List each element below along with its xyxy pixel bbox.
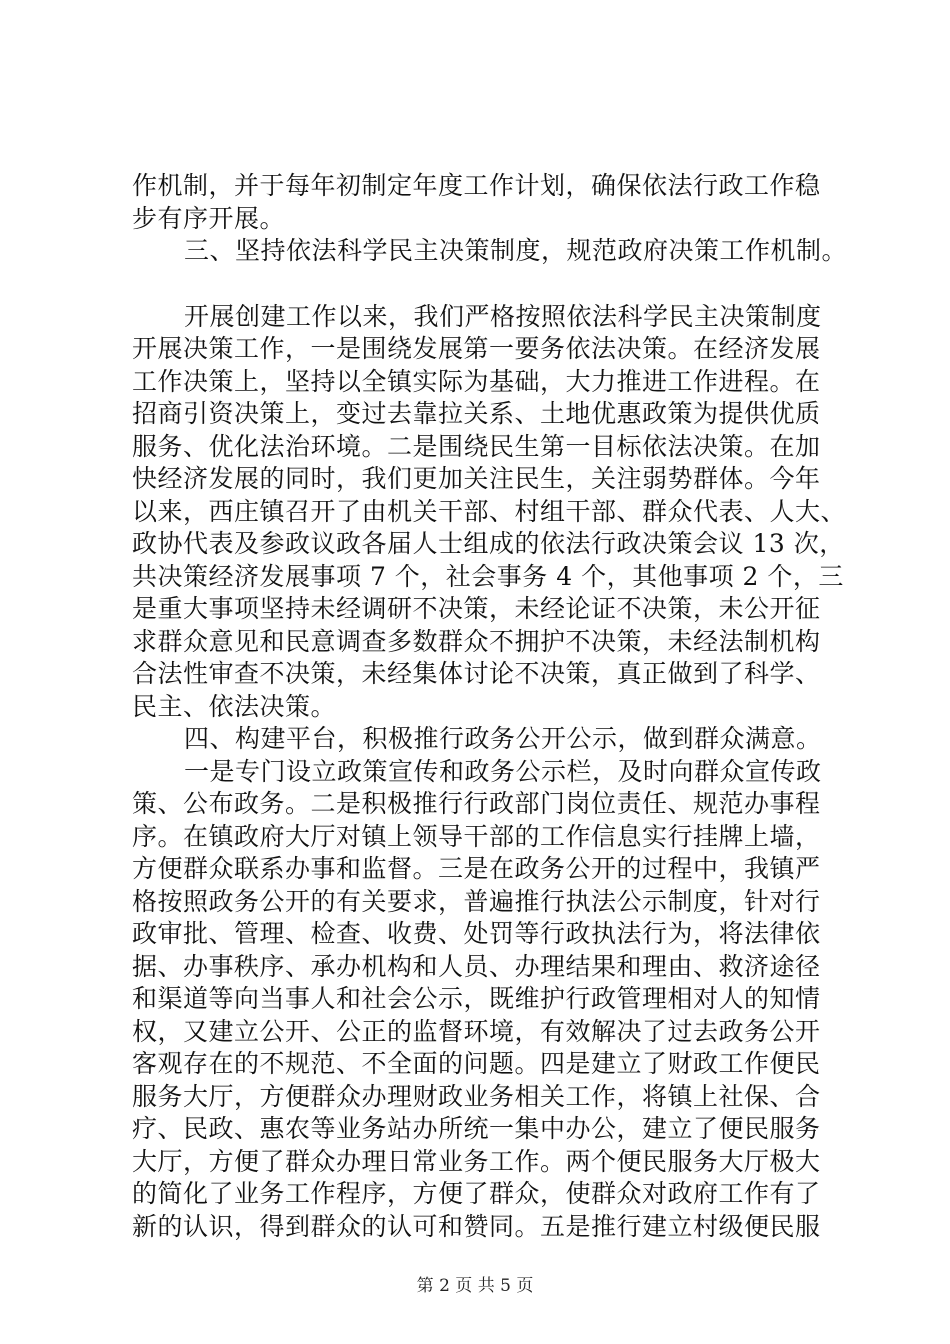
text-line: 疗、民政、惠农等业务站办所统一集中办公，建立了便民服务	[132, 1114, 821, 1143]
text-line: 一是专门设立政策宣传和政务公示栏，及时向群众宣传政	[184, 756, 822, 786]
blank-line	[132, 268, 832, 301]
text-line: 序。在镇政府大厅对镇上领导干部的工作信息实行挂牌上墙，	[132, 821, 821, 851]
text-line: 大厅，方便了群众办理日常业务工作。两个便民服务大厅极大	[132, 1146, 821, 1176]
section-heading-3: 三、坚持依法科学民主决策制度，规范政府决策工作机制。	[184, 236, 848, 265]
text-line: 方便群众联系办事和监督。三是在政务公开的过程中，我镇严	[132, 854, 821, 883]
text-line: 民主、依法决策。	[132, 691, 337, 721]
text-line: 以来，西庄镇召开了由机关干部、村组干部、群众代表、人大、	[132, 496, 847, 526]
text-line: 政协代表及参政议政各届人士组成的依法行政决策会议 13 次，	[132, 529, 845, 558]
page-number-footer: 第 2 页 共 5 页	[416, 1276, 534, 1296]
text-line: 权，又建立公开、公正的监督环境，有效解决了过去政务公开	[132, 1016, 821, 1046]
text-line: 合法性审查不决策，未经集体讨论不决策，真正做到了科学、	[132, 659, 821, 688]
text-line: 的简化了业务工作程序，方便了群众，使群众对政府工作有了	[132, 1179, 821, 1208]
text-line: 快经济发展的同时，我们更加关注民生，关注弱势群体。今年	[132, 464, 821, 493]
text-line: 和渠道等向当事人和社会公示，既维护行政管理相对人的知情	[132, 984, 821, 1013]
text-line: 策、公布政务。二是积极推行行政部门岗位责任、规范办事程	[132, 789, 821, 818]
text-line: 据、办事秩序、承办机构和人员、办理结果和理由、救济途径	[132, 951, 821, 981]
text-line: 新的认识，得到群众的认可和赞同。五是推行建立村级便民服	[132, 1211, 821, 1241]
section-heading-4: 四、构建平台，积极推行政务公开公示，做到群众满意。	[184, 724, 822, 753]
text-line: 政审批、管理、检查、收费、处罚等行政执法行为，将法律依	[132, 919, 821, 948]
text-line: 是重大事项坚持未经调研不决策，未经论证不决策，未公开征	[132, 594, 821, 623]
text-line: 开展决策工作，一是围绕发展第一要务依法决策。在经济发展	[132, 334, 821, 363]
text-line: 招商引资决策上，变过去靠拉关系、土地优惠政策为提供优质	[132, 399, 821, 428]
text-line: 步有序开展。	[132, 203, 286, 233]
text-line: 开展创建工作以来，我们严格按照依法科学民主决策制度	[184, 301, 822, 331]
text-line: 工作决策上，坚持以全镇实际为基础，大力推进工作进程。在	[132, 366, 821, 396]
document-body	[132, 170, 848, 1243]
text-line: 格按照政务公开的有关要求，普遍推行执法公示制度，针对行	[132, 886, 821, 916]
text-line: 求群众意见和民意调查多数群众不拥护不决策，未经法制机构	[132, 626, 821, 656]
text-line: 共决策经济发展事项 7 个，社会事务 4 个，其他事项 2 个，三	[132, 561, 844, 591]
text-line: 服务大厅，方便群众办理财政业务相关工作，将镇上社保、合	[132, 1081, 821, 1111]
text-line: 作机制，并于每年初制定年度工作计划，确保依法行政工作稳	[132, 171, 821, 200]
text-line: 客观存在的不规范、不全面的问题。四是建立了财政工作便民	[132, 1049, 821, 1078]
text-line: 服务、优化法治环境。二是围绕民生第一目标依法决策。在加	[132, 431, 821, 461]
